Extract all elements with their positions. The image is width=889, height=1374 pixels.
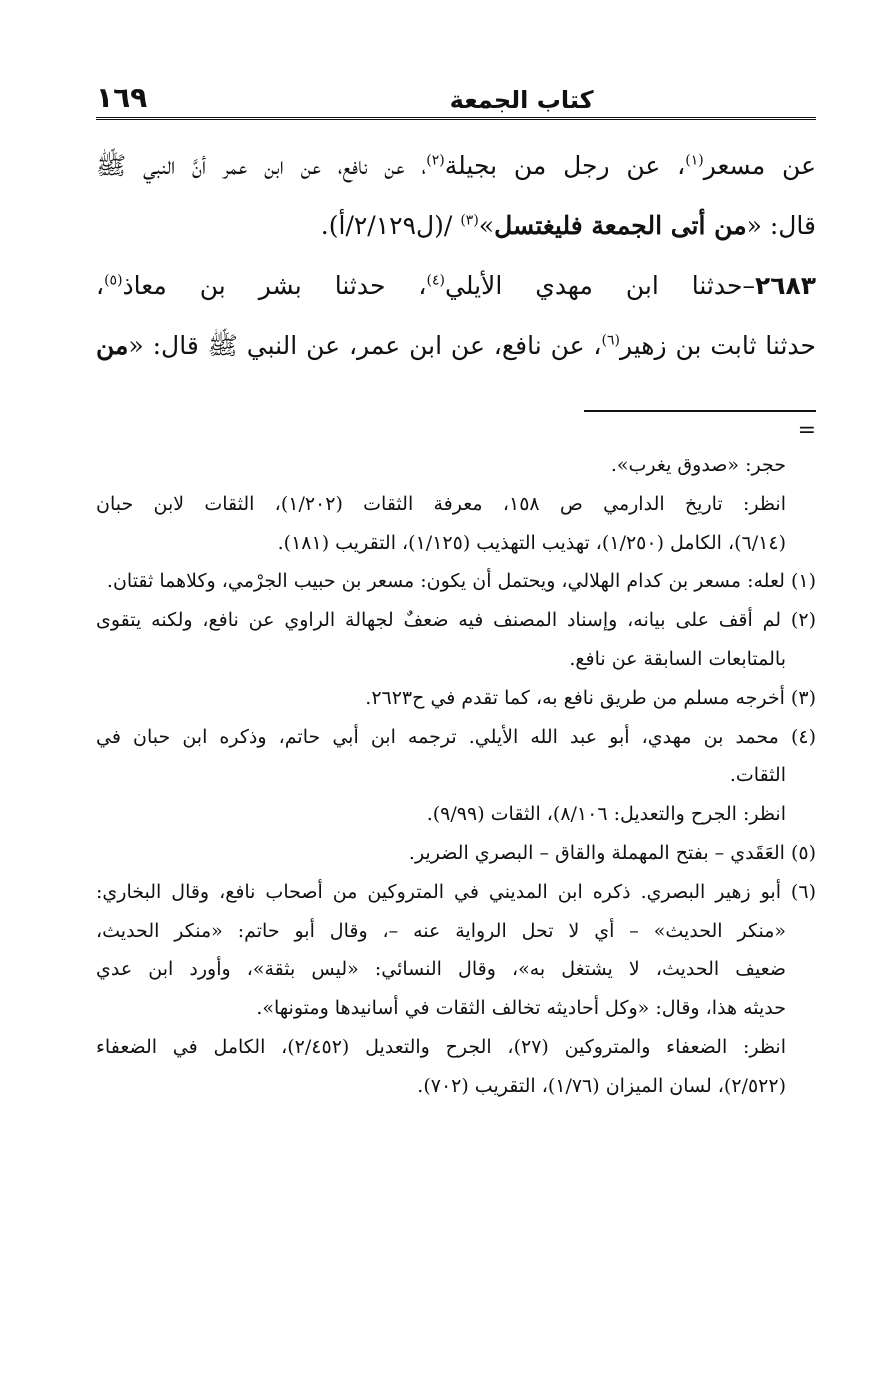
footnote-line: (١) لعله: مسعر بن كدام الهلالي، ويحتمل أن يكون: مسعر بن حبيب الجرْمي، وكلاهما ثقتان.	[106, 570, 816, 593]
footnote-line: حجر: «صدوق يغرب».	[610, 454, 786, 476]
footnote-line: بالمتابعات السابقة عن نافع.	[569, 647, 786, 670]
text-segment: ، عن نافع، عن ابن عمر، عن النبي ﷺ قال: «	[128, 331, 602, 360]
footnote-line: ضعيف الحديث، لا يشتغل به»، وقال النسائي: «ليس بثقة»، وأورد ابن عدي	[96, 958, 786, 981]
footnote-line: الثقات.	[729, 764, 786, 787]
footnotes	[96, 446, 816, 1106]
footnote-separator	[584, 410, 816, 412]
hadith-number: ٢٦٨٣	[754, 271, 816, 300]
footnote-line: (٥) العَقَدي – بفتح المهملة والقاق – البصري الضرير.	[408, 841, 816, 864]
text-segment: –حدثنا ابن مهدي الأيلي	[444, 271, 755, 300]
text-segment: »	[478, 211, 495, 240]
footnote-line: حديثه هذا، وقال: «وكل أحاديثه تخالف الثقات في أسانيدها ومتونها».	[256, 997, 786, 1020]
manuscript-ref: /(ل٢/١٢٩/أ).	[320, 211, 461, 240]
text-segment: ، عن رجل من بجيلة	[444, 151, 686, 180]
footnote-line: «منكر الحديث» – أي لا تحل الرواية عنه –، وقال أبو حاتم: «منكر الحديث،	[96, 919, 786, 942]
footnote-line: (٤) محمد بن مهدي، أبو عبد الله الأيلي. ترجمه ابن أبي حاتم، وذكره ابن حبان في	[96, 725, 816, 748]
text-segment: ، حدثنا بشر بن معاذ	[122, 271, 427, 300]
text-segment: ،	[96, 271, 105, 300]
text-segment: عن مسعر	[703, 151, 816, 180]
main-line-1	[96, 136, 816, 196]
footnote-ref: (٥)	[104, 272, 123, 289]
footnote-ref: (٢)	[426, 152, 445, 169]
main-line-3	[96, 256, 816, 316]
book-page	[96, 74, 816, 1106]
text-segment: حدثنا ثابت بن زهير	[619, 331, 816, 360]
footnote-line: (٣) أخرجه مسلم من طريق نافع به، كما تقدم في ح٢٦٢٣.	[365, 686, 816, 709]
hadith-text: من	[96, 331, 129, 360]
footnote-line: (٢) لم أقف على بيانه، وإسناد المصنف فيه ضعفٌ لجهالة الراوي عن نافع، ولكنه يتقوى	[96, 609, 816, 632]
main-line-2	[96, 196, 816, 256]
hadith-text: من أتى الجمعة فليغتسل	[494, 211, 747, 240]
continuation-mark: =	[797, 418, 816, 443]
footnote-ref: (٦)	[601, 332, 620, 349]
text-segment: قال: «	[746, 211, 816, 240]
page-number: ١٦٩	[96, 81, 148, 114]
page-header	[96, 74, 816, 120]
footnote-ref: (٣)	[460, 212, 479, 229]
footnote-line: انظر: الجرح والتعديل: ٨/١٠٦)، الثقات (٩/٩٩).	[426, 803, 786, 826]
footnote-line: انظر: الضعفاء والمتروكين (٢٧)، الجرح والتعديل (٢/٤٥٢)، الكامل في الضعفاء	[96, 1035, 787, 1058]
footnote-line: (٦) أبو زهير البصري. ذكره ابن المديني في المتروكين من أصحاب نافع، وقال البخاري:	[96, 880, 816, 903]
main-text	[96, 136, 816, 376]
footnote-line: انظر: تاريخ الدارمي ص ١٥٨، معرفة الثقات (١/٢٠٢)، الثقات لابن حبان	[96, 492, 786, 515]
chapter-title: كتاب الجمعة	[449, 86, 594, 114]
footnote-ref: (٤)	[426, 272, 445, 289]
footnote-line: (٦/١٤)، الكامل (١/٢٥٠)، تهذيب التهذيب (١/١٢٥)، التقريب (١٨١).	[277, 531, 786, 554]
text-segment: ، عن نافع، عن ابن عمر أنَّ النبي ﷺ	[96, 151, 427, 180]
footnote-ref: (١)	[685, 152, 704, 169]
main-line-4	[96, 316, 816, 376]
footnote-line: (٢/٥٢٢)، لسان الميزان (١/٧٦)، التقريب (٧٠٢).	[417, 1074, 786, 1097]
